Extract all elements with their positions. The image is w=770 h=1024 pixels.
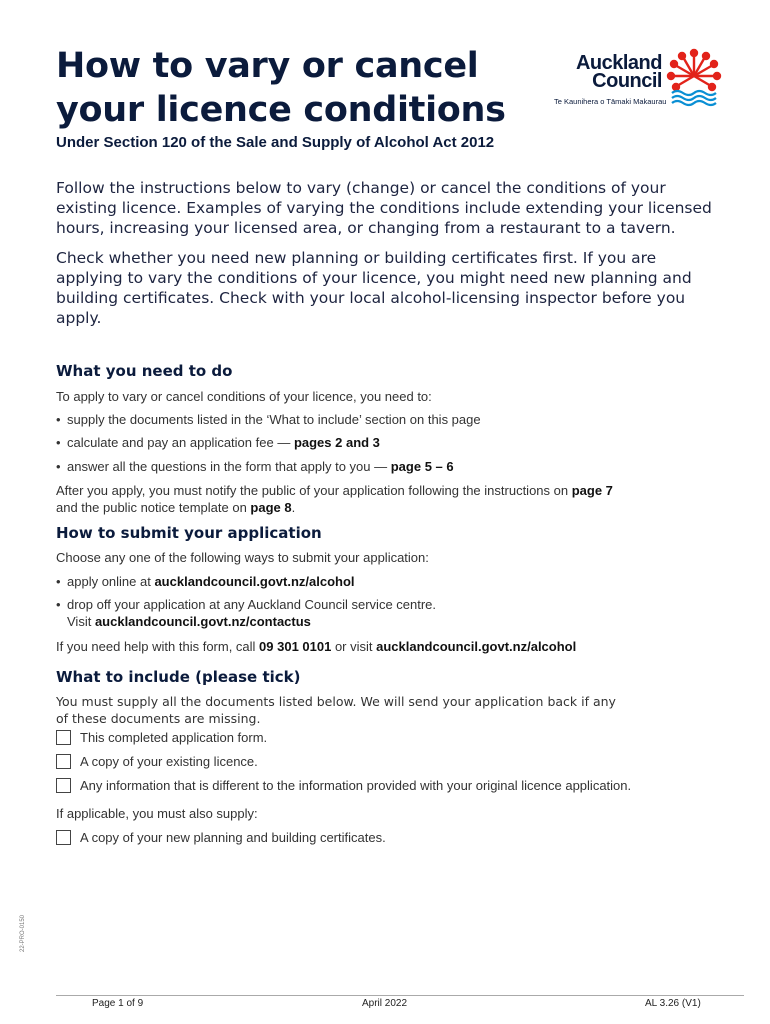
- logo-name-line-1: Auckland: [575, 52, 662, 74]
- contactus-link[interactable]: aucklandcouncil.govt.nz/contactus: [94, 614, 311, 629]
- phone-number[interactable]: 09 301 0101: [259, 639, 332, 654]
- bullet-text: answer all the questions in the form that apply to you —: [67, 459, 391, 474]
- checkbox[interactable]: [56, 754, 71, 769]
- footer-page-number: Page 1 of 9: [92, 998, 144, 1009]
- checklist-item-existing-licence: [56, 753, 258, 770]
- note-text: After you apply, you must notify the public of your application following the instructions on: [56, 483, 572, 498]
- help-note: [56, 638, 736, 655]
- checklist-item-application-form: [56, 729, 267, 746]
- note-text: and the public notice template on: [56, 500, 251, 515]
- checklist-label: This completed application form.: [80, 730, 268, 745]
- logo-tagline: Te Kaunihera o Tāmaki Makaurau: [554, 97, 667, 106]
- document-code: 22-PRO-0150: [20, 914, 26, 952]
- list-item: • calculate and pay an application fee — pages 2 and 3: [56, 435, 380, 450]
- logo-wordmark: [576, 54, 662, 90]
- title-line-1: How to vary or cancel: [56, 46, 479, 86]
- intro-paragraph-2: Check whether you need new planning or building certificates first. If you are applying to vary the conditions of your licence, you might need new planning and building certificates. Check with your local alcohol-licensing inspector before you apply.: [56, 249, 692, 327]
- include-lead-line-1: You must supply all the documents listed below. We will send your application back if any: [56, 694, 616, 709]
- include-lead-line-2: of these documents are missing.: [56, 711, 261, 726]
- page-title: [56, 44, 536, 132]
- checkbox[interactable]: [56, 778, 71, 793]
- include-lead: [56, 693, 736, 727]
- intro-paragraph-1: Follow the instructions below to vary (change) or cancel the conditions of your existing licence. Examples of varying the conditions include extending your licensed hours, increasing your licensed area, or changing from a restaurant to a tavern.: [56, 179, 712, 237]
- page-reference: page 5 – 6: [390, 459, 454, 474]
- footer-form-code: AL 3.26 (V1): [645, 998, 701, 1009]
- checklist-label: A copy of your existing licence.: [80, 754, 258, 769]
- note-text: or visit: [331, 639, 377, 654]
- what-to-do-lead: To apply to vary or cancel conditions of your licence, you need to:: [56, 389, 432, 404]
- note-text: .: [291, 500, 296, 515]
- page-reference: pages 2 and 3: [293, 435, 380, 450]
- list-item: • apply online at aucklandcouncil.govt.nz/alcohol: [56, 574, 355, 589]
- page-reference: page 8: [250, 500, 292, 515]
- list-item: • drop off your application at any Auckland Council service centre. Visit aucklandcouncil.govt.nz/contactus: [56, 597, 437, 629]
- note-text: If you need help with this form, call: [56, 639, 260, 654]
- title-line-2: your licence conditions: [56, 90, 506, 130]
- checklist-item-different-information: [56, 777, 631, 794]
- notify-public-note: [56, 482, 736, 516]
- list-item: • answer all the questions in the form that apply to you — page 5 – 6: [56, 459, 454, 474]
- checklist-label: A copy of your new planning and building certificates.: [80, 830, 386, 845]
- checkbox[interactable]: [56, 830, 71, 845]
- what-to-do-heading: What you need to do: [56, 362, 233, 380]
- include-heading: What to include (please tick): [56, 668, 301, 686]
- checklist-label: Any information that is different to the information provided with your original licence application.: [80, 778, 632, 793]
- alcohol-link[interactable]: aucklandcouncil.govt.nz/alcohol: [154, 574, 355, 589]
- bullet-text: Visit: [67, 614, 95, 629]
- bullet-text: drop off your application at any Auckland Council service centre.: [67, 597, 437, 612]
- submit-heading: How to submit your application: [56, 524, 322, 542]
- bullet-text: supply the documents listed in the ‘What to include’ section on this page: [67, 412, 481, 427]
- checklist-item-certificates: [56, 829, 386, 846]
- applicable-lead: If applicable, you must also supply:: [56, 806, 258, 821]
- logo-name-line-2: Council: [592, 70, 662, 92]
- page-subtitle: Under Section 120 of the Sale and Supply of Alcohol Act 2012: [56, 134, 495, 151]
- auckland-council-logo: [552, 48, 722, 112]
- help-alcohol-link[interactable]: aucklandcouncil.govt.nz/alcohol: [376, 639, 577, 654]
- bullet-text: apply online at: [67, 574, 155, 589]
- submit-lead: Choose any one of the following ways to submit your application:: [56, 550, 429, 565]
- footer-divider: [56, 995, 744, 996]
- pohutukawa-flower-icon: [666, 48, 722, 108]
- footer-date: April 2022: [362, 998, 408, 1009]
- list-item: • supply the documents listed in the ‘What to include’ section on this page: [56, 412, 481, 427]
- bullet-text: calculate and pay an application fee —: [67, 435, 294, 450]
- page-reference: page 7: [571, 483, 613, 498]
- intro-section: [56, 178, 726, 338]
- checkbox[interactable]: [56, 730, 71, 745]
